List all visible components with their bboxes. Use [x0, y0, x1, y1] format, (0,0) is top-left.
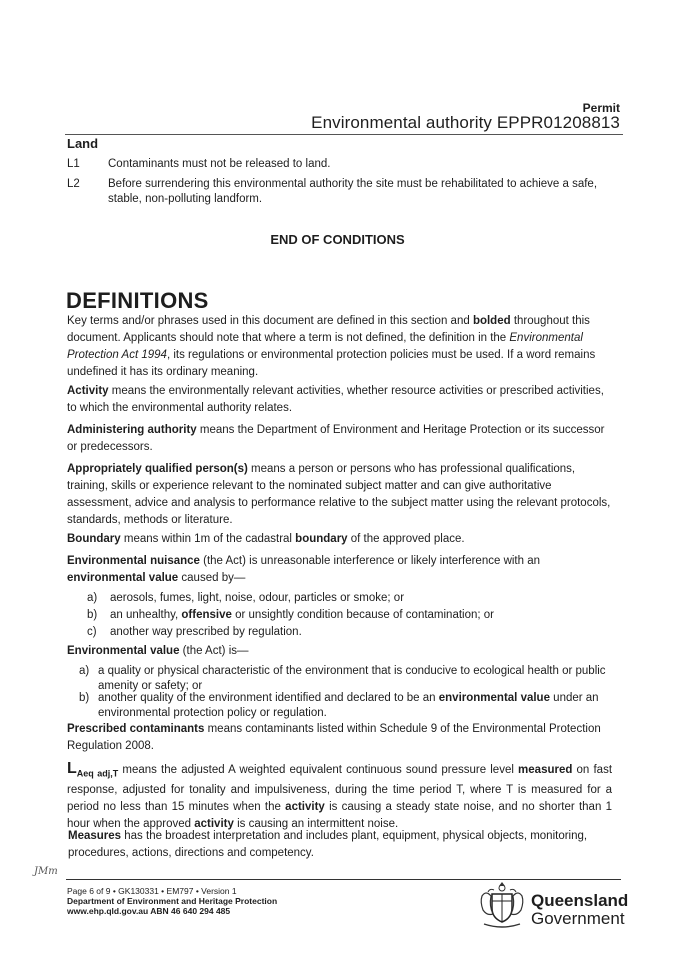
- list-text: under an environmental protection policy or regulation.: [98, 692, 599, 719]
- definition-laeq: [67, 760, 612, 833]
- act-title: Environmental Protection Act 1994: [67, 332, 583, 361]
- definition-prescribed-contaminants: [67, 721, 612, 755]
- laeq-subscript: Aeq adj,T: [76, 768, 119, 779]
- definition-text: of the approved place.: [347, 533, 465, 545]
- condition-number: L2: [67, 178, 80, 190]
- footer-page-info: Page 6 of 9 • GK130331 • EM797 • Version 1: [67, 886, 237, 896]
- term: Activity: [67, 385, 109, 397]
- definitions-title: DEFINITIONS: [66, 288, 209, 313]
- condition-number: L1: [67, 158, 80, 170]
- term-ref: environmental value: [67, 572, 179, 584]
- footer-department: Department of Environment and Heritage Protection: [67, 896, 278, 906]
- condition-text: Contaminants must not be released to land.: [108, 158, 331, 170]
- definition-text: means within 1m of the cadastral: [120, 533, 296, 545]
- definition-text: means the adjusted A weighted equivalent continuous sound pressure level: [118, 764, 519, 776]
- term: Environmental nuisance: [67, 555, 200, 567]
- permit-label: Permit: [582, 101, 620, 115]
- definition-boundary: [67, 531, 612, 548]
- definition-environmental-nuisance: [67, 553, 612, 587]
- intro-bold: bolded: [472, 315, 511, 327]
- definitions-intro: [67, 313, 612, 381]
- list-label: c): [87, 626, 97, 638]
- definition-text: is causing an intermittent noise.: [233, 818, 399, 831]
- list-text: another quality of the environment identified and declared to be an: [98, 692, 439, 704]
- term: Measures: [68, 830, 122, 842]
- land-heading: Land: [67, 136, 99, 151]
- nuisance-item-c: [67, 624, 612, 641]
- term: Appropriately qualified person(s): [67, 463, 248, 475]
- definition-text: (the Act) is—: [179, 645, 249, 657]
- government-wordmark: Government: [531, 909, 625, 928]
- env-value-item-b: [67, 691, 612, 721]
- nuisance-item-b: [67, 607, 612, 624]
- intro-text: , its regulations or environmental protection policies must be used. If a word remains undefined it has its ordinary meaning.: [67, 349, 596, 378]
- term-ref: offensive: [181, 609, 232, 621]
- definition-environmental-value: [67, 643, 612, 660]
- end-of-conditions: END OF CONDITIONS: [270, 232, 405, 247]
- list-text: or unsightly condition because of contamination; or: [231, 609, 495, 621]
- document-title: Environmental authority EPPR01208813: [311, 113, 620, 132]
- list-label: b): [79, 692, 90, 704]
- queensland-wordmark: Queensland: [531, 891, 629, 910]
- list-text: aerosols, fumes, light, noise, odour, particles or smoke; or: [110, 592, 405, 604]
- term: Environmental value: [67, 645, 180, 657]
- definition-measures: [68, 828, 613, 862]
- list-label: a): [79, 665, 90, 677]
- header-divider: [65, 134, 623, 135]
- term-ref: boundary: [295, 533, 348, 545]
- footer-website-abn: www.ehp.qld.gov.au ABN 46 640 294 485: [67, 906, 231, 916]
- definition-text: caused by—: [178, 572, 246, 584]
- definition-administering-authority: [67, 422, 612, 456]
- nuisance-item-a: [67, 590, 612, 607]
- condition-l1: [67, 157, 627, 172]
- list-text: an unhealthy,: [110, 609, 182, 621]
- list-label: b): [87, 609, 98, 621]
- definition-text: means the environmentally relevant activities, whether resource activities or prescribed activities, to which the environmental authority relates.: [67, 385, 604, 414]
- condition-text: Before surrendering this environmental authority the site must be rehabilitated to achieve a safe, stable, non-polluting landform.: [108, 178, 598, 205]
- term: Administering authority: [67, 424, 197, 436]
- term: Boundary: [67, 533, 121, 545]
- list-label: a): [87, 592, 98, 604]
- footer-divider: [66, 879, 621, 880]
- definition-text: means the Department of Environment and Heritage Protection or its successor or predecessors.: [67, 424, 605, 453]
- term-ref: activity: [285, 801, 325, 814]
- list-text: a quality or physical characteristic of the environment that is conducive to ecological health or public amenity or safety; or: [98, 665, 606, 692]
- definition-text: means a person or persons who has professional qualifications, training, skills or experience relevant to the nominated subject matter and can give authoritative assessment, advice and analysis to performance relative to the subject matter using the relevant protocols, standards, methods or literature.: [67, 463, 611, 526]
- term-ref: measured: [518, 764, 573, 776]
- definition-text: (the Act) is unreasonable interference or likely interference with an: [199, 555, 541, 567]
- definition-text: means contaminants listed within Schedule 9 of the Environmental Protection Regulation 2008.: [67, 723, 601, 752]
- definition-aqp: [67, 461, 612, 529]
- definition-text: is causing a steady state noise, and no shorter than 1 hour when the approved: [67, 801, 612, 831]
- intro-text: throughout this document. Applicants should note that where a term is not defined, the definition in the: [67, 315, 590, 344]
- term: Prescribed contaminants: [67, 723, 205, 735]
- handwritten-initials: JMm: [34, 866, 58, 877]
- env-value-item-a: [67, 664, 612, 694]
- term-ref: activity: [194, 818, 234, 831]
- term-ref: environmental value: [438, 692, 550, 704]
- definition-text: has the broadest interpretation and includes plant, equipment, physical objects, monitoring, procedures, actions, directions and competency.: [68, 830, 588, 859]
- laeq-symbol: L: [67, 760, 77, 777]
- definition-activity: [67, 383, 612, 417]
- queensland-coat-of-arms-icon: [476, 878, 528, 930]
- list-text: another way prescribed by regulation.: [110, 626, 302, 638]
- condition-l2: [67, 177, 627, 207]
- intro-text: Key terms and/or phrases used in this document are defined in this section and: [67, 315, 473, 327]
- definition-text: on fast response, adjusted for tonality and impulsiveness, during the time period T, where T is measured for a period no less than 15 minutes when the: [67, 764, 613, 814]
